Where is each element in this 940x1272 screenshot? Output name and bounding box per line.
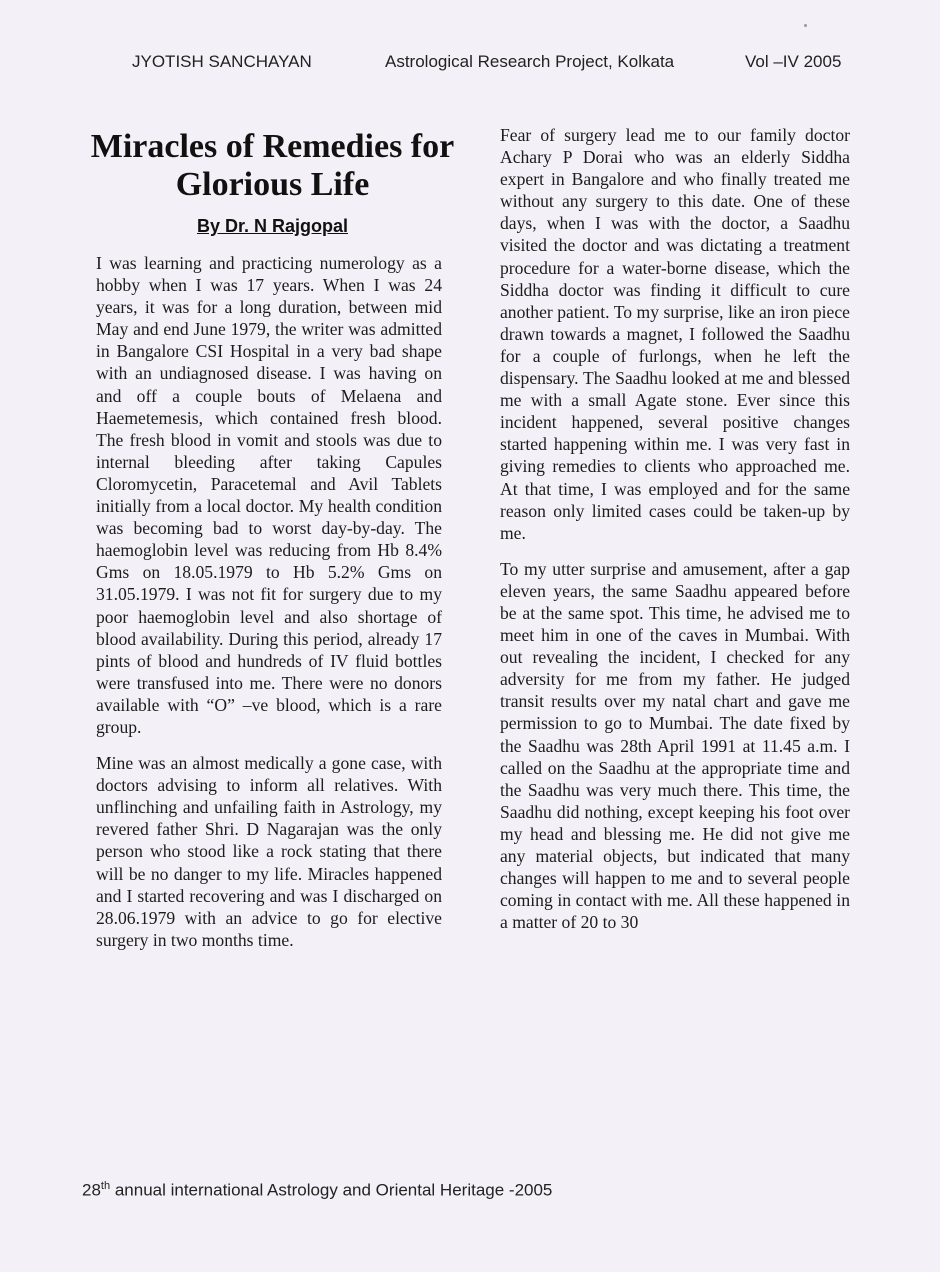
volume-label: Vol –IV 2005 bbox=[745, 52, 842, 71]
running-header bbox=[0, 52, 940, 80]
journal-name: JYOTISH SANCHAYAN bbox=[132, 52, 312, 71]
project-name: Astrological Research Project, Kolkata bbox=[385, 52, 675, 71]
right-column bbox=[500, 124, 850, 933]
paragraph: Mine was an almost medically a gone case, with doctors advising to inform all relatives. With unflinching and unfailing faith in Astrology, my revered father Shri. D Nagarajan was the only person who stood like a rock stating that there will be no danger to my life. Miracles happened and I started recovering and was I discharged on 28.06.1979 with an advice to go for elective surgery in two months time. bbox=[96, 753, 442, 950]
scan-speck bbox=[804, 24, 807, 27]
footer-ordinal-suffix: th bbox=[100, 1180, 111, 1192]
footer-ordinal-number: 28 bbox=[82, 1180, 101, 1200]
paragraph: To my utter surprise and amusement, after a gap eleven years, the same Saadhu appeared before be at the same spot. This time, he advised me to meet him in one of the caves in Mumbai. With out revealing the incident, I checked for any adversity for me from my father. He judged transit results over my natal chart and gave me permission to go to Mumbai. The date fixed by the Saadhu was 28th April 1991 at 11.45 a.m. I called on the Saadhu at the appropriate time and the Saadhu was very much there. This time, the Saadhu did nothing, except keeping his foot over my head and blessing me. He did not give me any material objects, but indicated that many changes will happen to me and to several people coming in contact with me. All these happened in a matter of 20 to 30 bbox=[500, 558, 850, 933]
page-footer bbox=[82, 1180, 552, 1201]
paragraph: Fear of surgery lead me to our family doctor Achary P Dorai who was an elderly Siddha expert in Bangalore and who finally treated me without any surgery to this date. One of these days, when I was with the doctor, a Saadhu visited the doctor and was dictating a treatment procedure for a water-borne disease, which the Siddha doctor was finding it difficult to cure another patient. To my surprise, like an iron piece drawn towards a magnet, I followed the Saadhu for a couple of furlongs, when he left the dispensary. The Saadhu looked at me and blessed me with a small Agate stone. Ever since this incident happened, several positive changes started happening within me. I was very fast in giving remedies to clients who approached me. At that time, I was employed and for the same reason only limited cases could be taken-up by me. bbox=[500, 125, 850, 543]
article-byline: By Dr. N Rajgopal bbox=[196, 216, 349, 236]
article-title: Miracles of Remedies for Glorious Life bbox=[90, 128, 455, 203]
paragraph: I was learning and practicing numerology as a hobby when I was 17 years. When I was 24 years, it was for a long duration, between mid May and end June 1979, the writer was admitted in Bangalore CSI Hospital in a very bad shape with an undiagnosed disease. I was having on and off a couple bouts of Melaena and Haemetemesis, which contained fresh blood. The fresh blood in vomit and stools was due to internal bleeding after taking Capules Cloromycetin, Paracetemal and Avil Tablets initially from a local doctor. My health condition was becoming bad to worst day-by-day. The haemoglobin level was reducing from Hb 8.4% Gms on 18.05.1979 to Hb 5.2% Gms on 31.05.1979. I was not fit for surgery due to my poor haemoglobin level and also shortage of blood availability. During this period, already 17 pints of blood and hundreds of IV fluid bottles were transfused into me. There were no donors available with “O” –ve blood, which is a rare group. bbox=[96, 253, 442, 737]
footer-text: annual international Astrology and Oriental Heritage -2005 bbox=[110, 1180, 553, 1200]
left-column bbox=[96, 252, 442, 951]
